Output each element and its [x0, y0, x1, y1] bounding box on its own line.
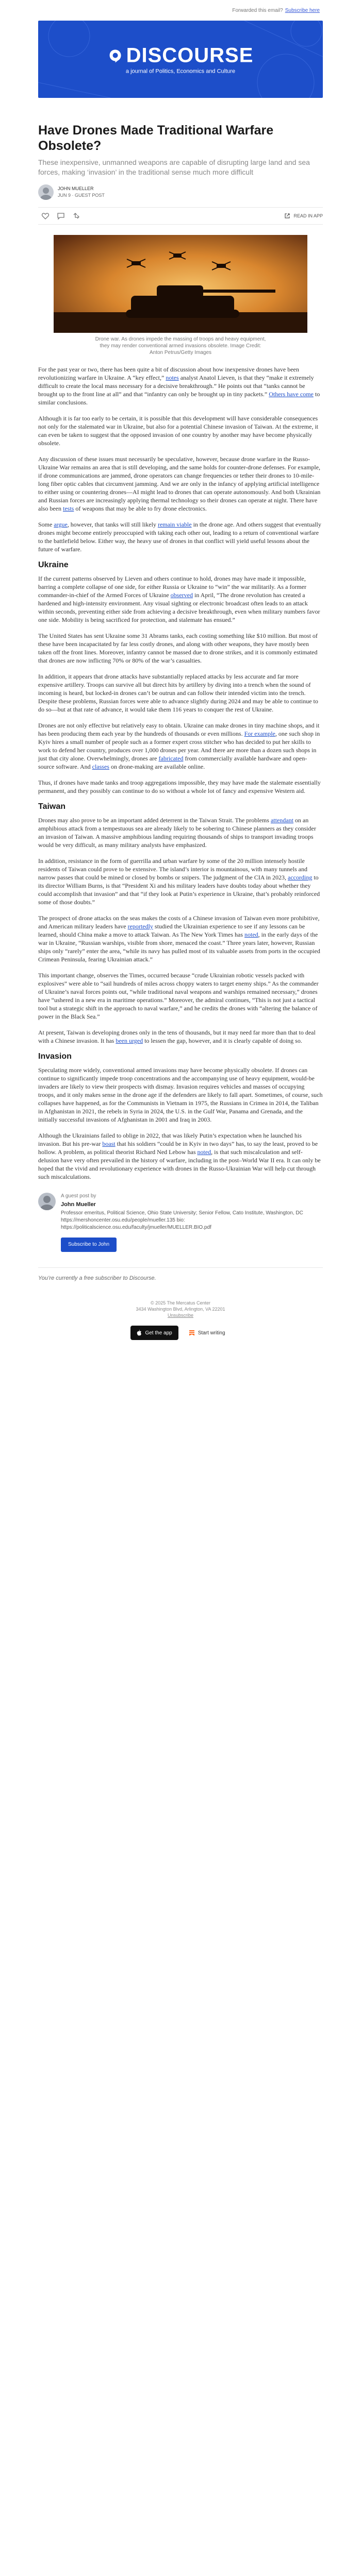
article-body [38, 365, 323, 1181]
copyright: © 2025 The Mercatus Center [150, 1300, 211, 1306]
masthead-banner[interactable] [38, 21, 323, 98]
paragraph-12: The prospect of drone attacks on the seas makes the costs of a Chinese invasion of Taiwan even more prohibitive, and American military leaders have reportedly studied the Ukrainian experience to see if any lessons can be learned, should China make a move to attack Taiwan. As The New York Times has noted, in the early days of the war in Ukraine, “Russian warships, visible from shore, menaced the coast.” Three years later, however, Russian ships only “rarely” enter the area, “while its navy has pulled most of its valuable assets from ports in the occupied Crimean Peninsula, fearing Ukrainian attack.” [38, 914, 320, 963]
paragraph-1: For the past year or two, there has been quite a bit of discussion about how inexpensive drones have been revolutionizing warfare in Ukraine. A “key effect,” notes analyst Anatol Lieven, is that they “make it extremely difficult to create the local mass necessary for a decisive breakthrough.” He points out that “tanks cannot be brought up to the front line at all” and that “infantry can only be brought up in tiny packets.” Others have come to similar conclusions. [38, 366, 320, 406]
action-icons [38, 211, 81, 221]
guest-post-card [38, 1189, 323, 1252]
paragraph-15: Speculating more widely, conventional armed invasions may have become physically obsolete. If drones can continue to significantly impede troop concentrations and the accompanying use of heavy equipment, would-be invaders are likely to view their prospects with dismay. Invasion requires vehicles and masses of occupying troops, and it only makes sense in the drone age if the defenders are likely to fall apart. Sometimes, of course, such collapses have happened, as for the Communists in Vietnam in 1975, the Russians in Crimea in 2014, the Taliban in Afghanistan in 2021, the rebels in Syria in 2024, the U.S. in the Gulf War, Panama and Grenada, and the initially successful invasions of Afghanistan in 2001 and Iraq in 2003. [38, 1066, 323, 1123]
logo-text: DISCOURSE [126, 44, 254, 67]
guest-link-1[interactable]: https://mershoncenter.osu.edu/people/mueller.135 bio: [61, 1217, 185, 1223]
guest-avatar[interactable] [38, 1193, 56, 1210]
get-the-app-button[interactable]: Get the app [130, 1326, 178, 1340]
guest-link-2[interactable]: https://politicalscience.osu.edu/faculty/jmueller/MUELLER.BIO.pdf [61, 1225, 211, 1230]
restack-icon[interactable] [71, 211, 81, 221]
guest-name[interactable]: John Mueller [61, 1201, 96, 1208]
read-in-app-button[interactable] [284, 213, 323, 219]
paragraph-3: Any discussion of these issues must necessarily be speculative, however, because drone warfare in the Russo-Ukraine War remains an area that is still developing, and the same holds for counter-drone defenses. For example, if drone communications are jammed, drone operators can change frequencies or tether their drones to 10-mile-long fiber optic cables that circumvent jamming. And we are only in the infancy of applying artificial intelligence to either using or countering drones—AI might lead to drones that can operate autonomously. And both Ukrainian and Russian forces are increasingly applying thermal technology so their drones can operate at night. There have also been tests of weapons that may be able to fry drone electronics. [38, 455, 321, 512]
paragraph-14: At present, Taiwan is developing drones only in the tens of thousands, but it may need far more than that to deal with a Chinese invasion. It has been urged to lessen the gap, however, and it is clearly capable of doing so. [38, 1029, 316, 1044]
observed-link[interactable]: observed [170, 591, 193, 599]
paragraph-4: Some argue, however, that tanks will still likely remain viable in the drone age. And others suggest that eventually drones might become entirely preoccupied with taking each other out, leading to a return of conventional warfare to the battlefield below. Either way, the heavy use of drones in that conflict will yield useful lessons about the future of warfare. [38, 521, 321, 553]
comment-icon[interactable] [56, 211, 66, 221]
lebow-noted-link[interactable]: noted [197, 1148, 211, 1156]
heart-icon[interactable] [40, 211, 51, 221]
paragraph-5: If the current patterns observed by Lieven and others continue to hold, drones may have made it impossible, barring a complete collapse of one side, for either Russia or Ukraine to “win” the war militarily. As a former commander-in-chief of the Armed Forces of Ukraine observed in April, “The drone revolution has created a hardened and high-intensity environment. Any visual sighting or electronic broadcast often leads to an attack within seconds, preventing either side from achieving a decisive breakthrough, even when military numbers favor one side. Mobility is being sacrificed for protection, and stalemate has ensued.” [38, 575, 320, 623]
drone-war-illustration [54, 235, 307, 333]
argue-link[interactable]: argue [54, 521, 68, 528]
masthead-tagline: a journal of Politics, Economics and Culture [125, 68, 236, 75]
author-avatar[interactable] [38, 184, 54, 200]
action-bar [38, 207, 323, 225]
person-icon [38, 1193, 56, 1210]
been-urged-link[interactable]: been urged [116, 1037, 143, 1044]
paragraph-9: Thus, if drones have made tanks and troop aggregations impossible, they may have made the stalemate essentially permanent, and they possibly can continue to do so without a whole lot of fancy and expensive Western aid. [38, 779, 321, 794]
classes-link[interactable]: classes [92, 763, 109, 770]
article-subtitle: These inexpensive, unmanned weapons are capable of disrupting large land and sea forces, making ‘invasion’ in the traditional sense much more difficult [38, 158, 310, 176]
footer-actions [38, 1326, 323, 1352]
heading-invasion: Invasion [38, 1052, 72, 1061]
discourse-logo-icon [108, 48, 123, 63]
for-example-link[interactable]: For example [244, 730, 275, 737]
tests-link[interactable]: tests [62, 505, 74, 512]
paragraph-10: Drones may also prove to be an important added deterrent in the Taiwan Strait. The problems attendant on an amphibious attack from a tempestuous sea are already likely to be sobering to Chinese planners as they consider an invasion of Taiwan. A massive amphibious landing requiring thousands of ships to transport invading troops would be very difficult, as many military analysts have emphasized. [38, 817, 316, 849]
heading-ukraine: Ukraine [38, 561, 69, 569]
guest-text [61, 1193, 303, 1252]
paragraph-8: Drones are not only effective but relatively easy to obtain. Ukraine can make drones in tiny machine shops, and it has been producing them each year by the hundreds of thousands or even millions. For example, one such shop in Kyiv hires a small number of people such as a former expert cross stitcher who has decided to put her skills to work to defend her country, produces over 1,000 drones per year. And there are more than a dozen such shops in just that city alone. Overwhelmingly, drones are fabricated from commercially available hardware and open-source software. And classes on drone-making are available online. [38, 722, 320, 770]
person-icon [38, 184, 54, 200]
forwarded-bar [0, 0, 361, 21]
reportedly-link[interactable]: reportedly [127, 923, 153, 930]
according-link[interactable]: according [288, 874, 313, 881]
paragraph-16: Although the Ukrainians failed to oblige in 2022, that was likely Putin’s expectation when he launched his invasion. But his pre-war boast that his soldiers “could be in Kyiv in two days” has, to say the least, proved to be hollow. A problem, as political theorist Richard Ned Lebow has noted, is that such miscalculation and self-delusion have very often prevailed in the history of warfare, including in the post–World War II era. It can only be hoped that the vivid and revolutionary experience with drones in the Russo-Ukrainian War will help cut through such miscalculations. [38, 1132, 321, 1180]
logo [108, 44, 254, 67]
attendant-link[interactable]: attendant [270, 817, 293, 824]
paragraph-6: The United States has sent Ukraine some 31 Abrams tanks, each costing something like $10 million. But most of these have been incapacitated by far less costly drones, and along with other weapons, they have mostly been taken off the front lines. Moreover, infantry cannot be massed due to drone strikes, and it is commonly estimated that drones are now inflicting 70% or 80% of the war’s casualties. [38, 632, 318, 664]
substack-icon [189, 1330, 195, 1336]
heading-taiwan: Taiwan [38, 802, 66, 811]
footer [38, 1300, 323, 1318]
paragraph-2: Although it is far too early to be certain, it is possible that this development will have considerable consequences not only for the stalemated war in Ukraine, but also for a potential Chinese invasion of Taiwan. At the extreme, it can even be taken to suggest that the opposed invasion of one country by another may have become physically obsolete. [38, 415, 319, 447]
notes-link[interactable]: notes [166, 374, 179, 381]
unsubscribe-link[interactable]: Unsubscribe [167, 1313, 194, 1318]
noted-link[interactable]: noted [244, 931, 258, 938]
subscribe-to-john-button[interactable]: Subscribe to John [61, 1238, 117, 1252]
fabricated-link[interactable]: fabricated [158, 755, 184, 762]
others-have-come-link[interactable]: Others have come [269, 391, 314, 398]
read-in-app-label: READ IN APP [293, 213, 323, 218]
author-row [38, 184, 323, 200]
subscribe-here-link[interactable]: Subscribe here [285, 7, 320, 13]
external-link-icon [284, 213, 290, 219]
boast-link[interactable]: boast [102, 1140, 116, 1147]
hero-caption: Drone war. As drones impede the massing of troops and heavy equipment, they may render conventional armed invasions obsolete. Image Credit: Anton Petrus/Getty Images [95, 336, 266, 355]
start-writing-button[interactable]: Start writing [184, 1326, 231, 1340]
hero-image[interactable] [54, 235, 307, 333]
author-name[interactable]: JOHN MUELLER [58, 186, 94, 191]
address: 3434 Washington Blvd, Arlington, VA 22201 [136, 1307, 225, 1312]
article-title[interactable]: Have Drones Made Traditional Warfare Obsolete? [38, 123, 274, 153]
apple-icon [137, 1330, 142, 1336]
article-content [38, 98, 323, 1352]
remain-viable-link[interactable]: remain viable [157, 521, 192, 528]
date-line: JUN 9 · GUEST POST [58, 193, 105, 198]
masthead-text [108, 44, 254, 75]
guest-label: A guest post by [61, 1193, 96, 1199]
paragraph-7: In addition, it appears that drone attacks have substantially replaced attacks by less accurate and far more expensive artillery. Troops can survive all but direct hits by artillery by diving into a trench when the sound of incoming is heard, but locked-in drones can’t be outrun and can follow their intended victim into the trench. Despite these problems, Russian forces were able to advance slightly during 2024 and may be able to continue to do so—but at that rate of advance, it would take them 116 years to conquer the rest of Ukraine. [38, 673, 318, 713]
author-meta [58, 185, 105, 199]
footer-divider [38, 1267, 323, 1268]
guest-bio: Professor emeritus, Political Science, Ohio State University; Senior Fellow, Cato Institute, Washington, DC [61, 1210, 303, 1216]
forwarded-text: Forwarded this email? [232, 7, 283, 13]
free-subscriber-note: You’re currently a free subscriber to Discourse. [38, 1275, 156, 1281]
paragraph-11: In addition, resistance in the form of guerrilla and urban warfare by some of the 20 million intensely hostile residents of Taiwan could prove to be extensive. The island’s interior is mountainous, with many tunnels and narrow passes that could be mined or closed by bombs or snipers. The judgment of the CIA in 2023, according to its director William Burns, is that “President Xi and his military leaders have doubts today about whether they could accomplish that invasion” and that “if they look at Putin’s experience in Ukraine, that’s probably reinforced some of those doubts.” [38, 857, 320, 906]
paragraph-13: This important change, observes the Times, occurred because “crude Ukrainian robotic vessels packed with explosives” were able to “sail hundreds of miles across choppy waters to target enemy ships.” As the commander of Ukraine’s naval forces points out, “while traditional naval weapons and warships remained necessary,” drones have “ushered in a new era in maritime operations.” Moreover, the admiral continues, “This is not just a tactical tool but a strategic shift in the approach to naval warfare,” and he credits the drones with “altering the balance of power in the Black Sea.” [38, 972, 319, 1020]
